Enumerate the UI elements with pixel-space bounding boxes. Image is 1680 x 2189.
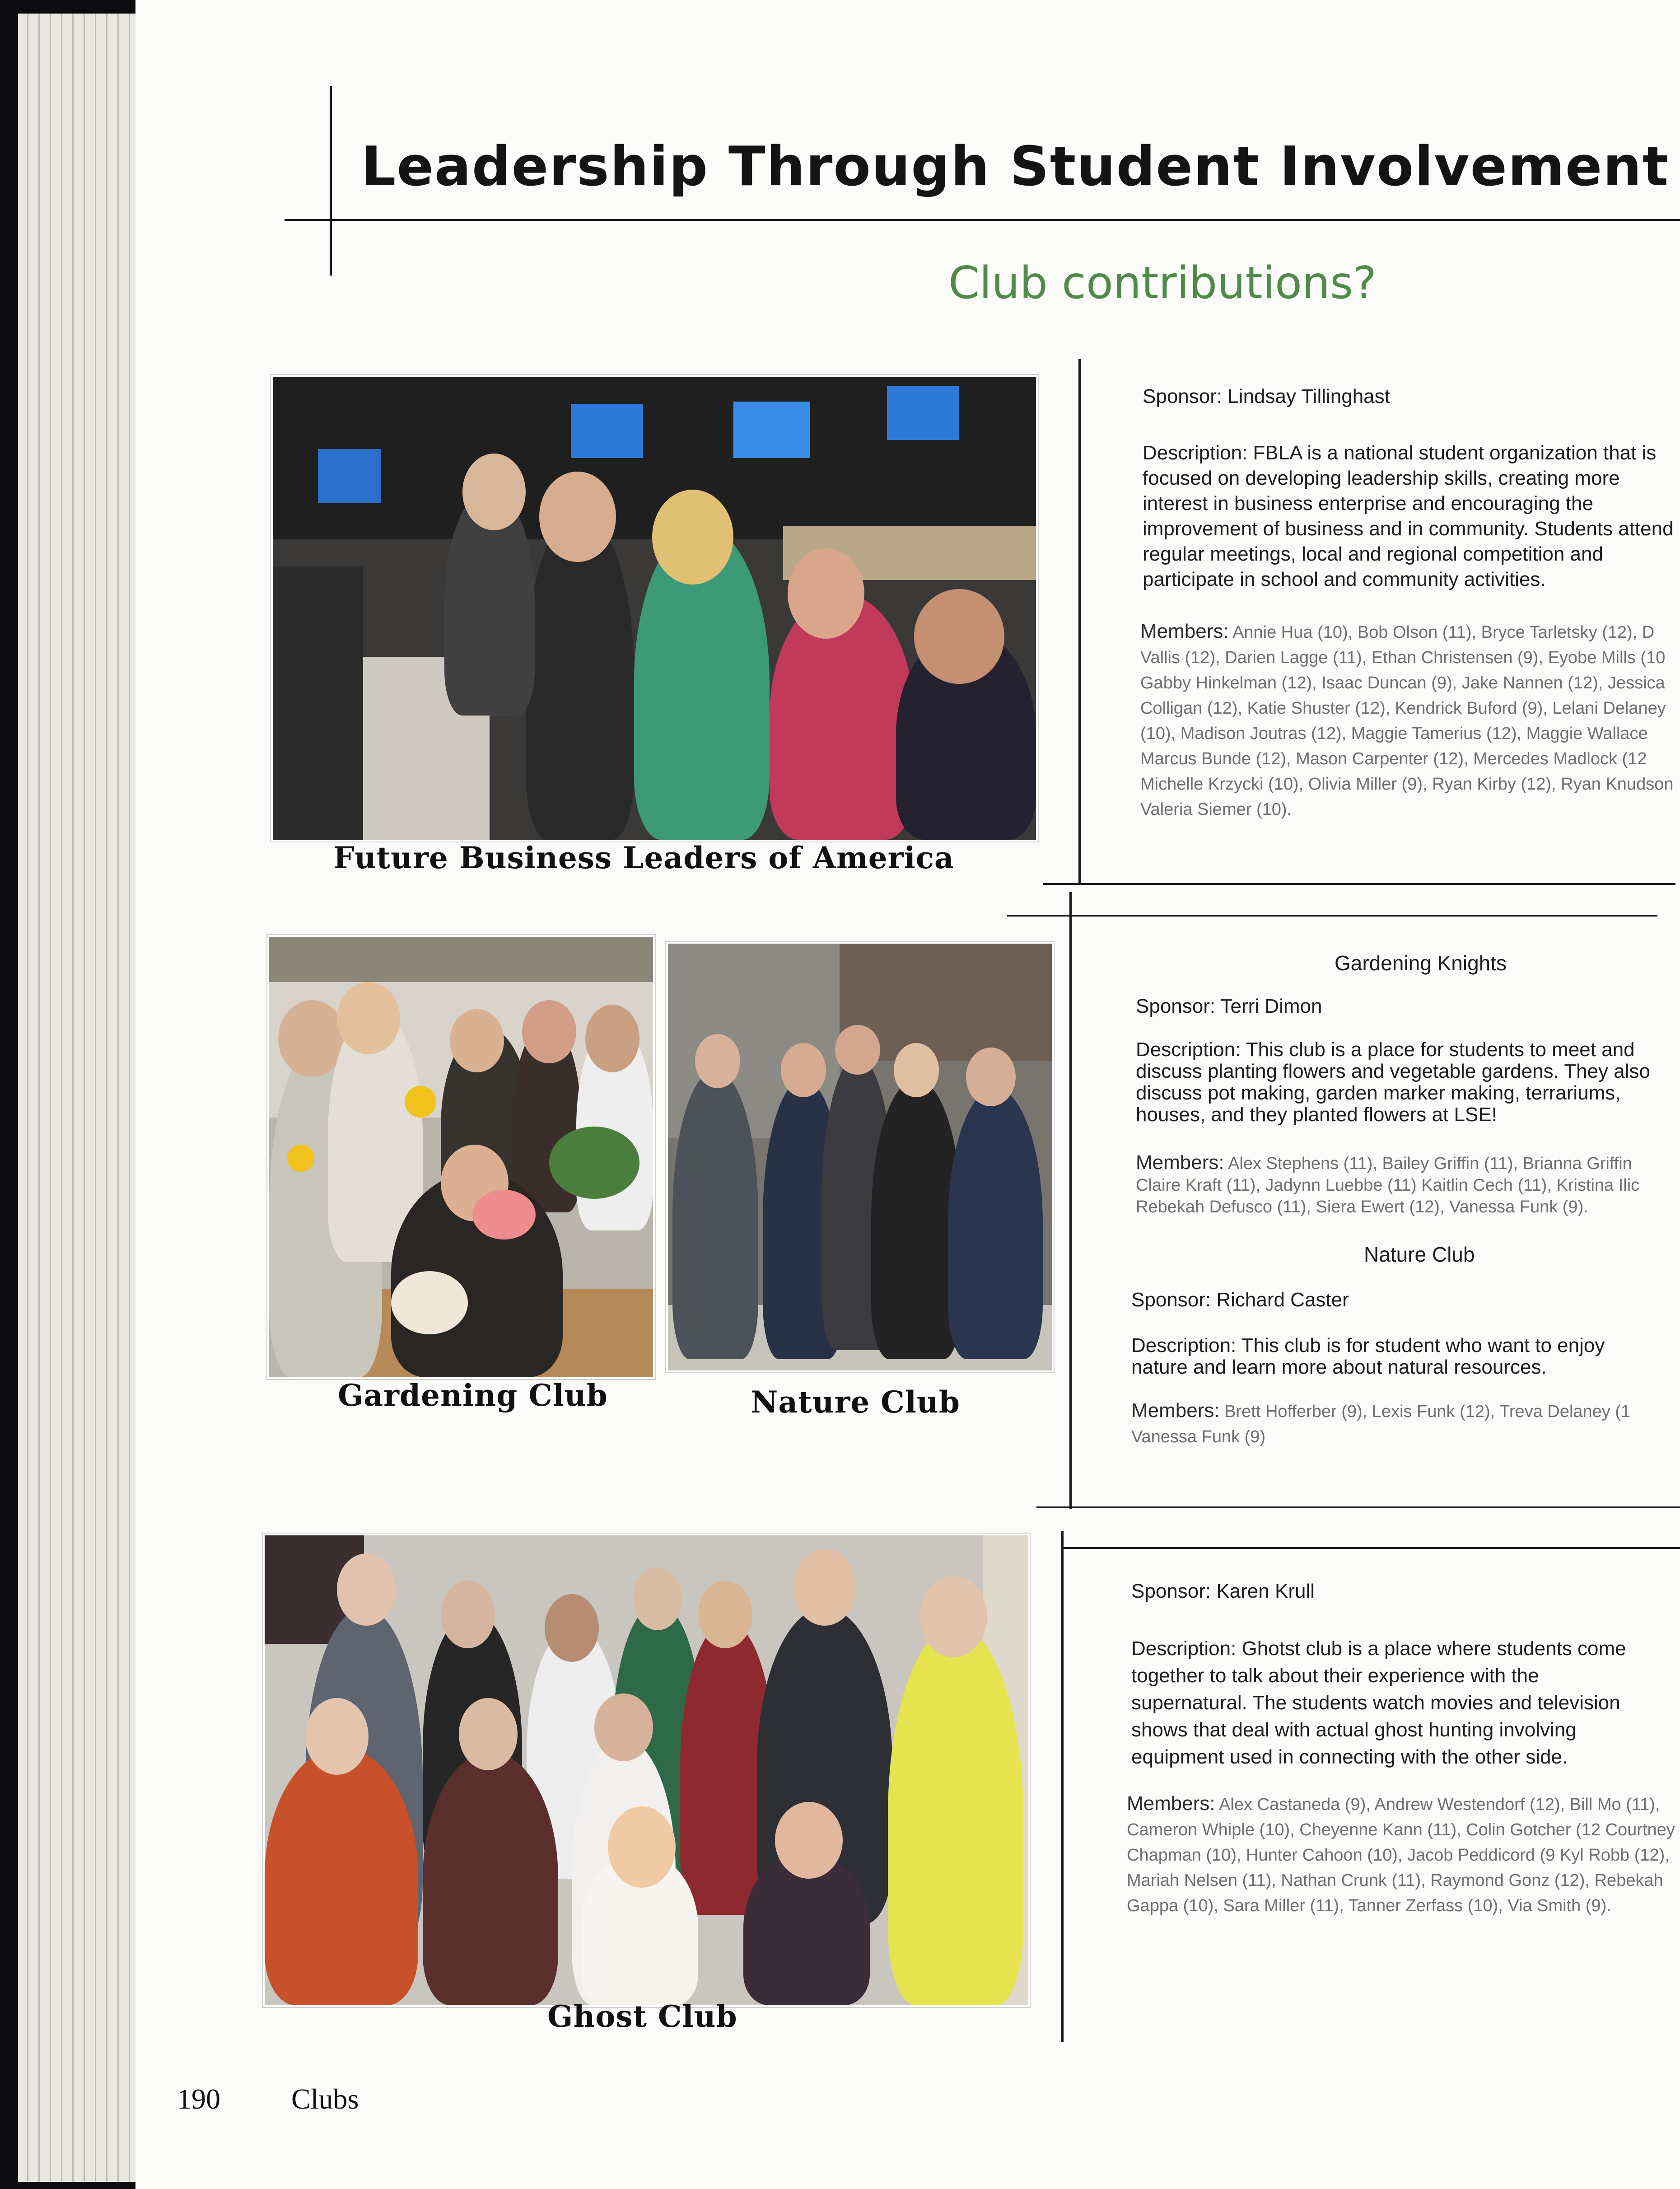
fbla-members-list: Annie Hua (10), Bob Olson (11), Bryce Tarletsky (12), D Vallis (12), Darien Lagge (11), Ethan Christensen (9), Eyobe Mills (10 Gabby Hinkelman (12), Isaac Duncan (9), Jake Nannen (12), Jessica Colligan (12), Katie Shuster (12), Kendrick Buford (9), Lelani Delaney (10), Madison Joutras (12), Maggie Tamerius (12), Maggie Wallace Marcus Bunde (12), Mason Carpenter (12), Mercedes Madlock (12 Michelle Krzycki (10), Olivia Miller (9), Ryan Kirby (12), Ryan Knudson Valeria Siemer (10). [1140,623,1674,819]
ghost-sponsor: Sponsor: Karen Krull [1131,1580,1315,1602]
nature-description: Description: This club is for student who want to enjoy nature and learn more about natural resources. [1131,1335,1605,1378]
gardening-club-photo [267,935,655,1379]
gardening-knights-heading: Gardening Knights [1335,951,1507,975]
divider-vertical-2 [1069,892,1072,1509]
ghost-description: Description: Ghotst club is a place where students come together to talk about their experience with the supernatural. The students watch movies and television shows that deal with actual ghost hunting involving equipment used in connecting with the other side. [1131,1637,1626,1768]
ghost-club-photo [263,1534,1030,2007]
divider-vertical-3 [1061,1531,1064,2042]
divider-horizontal-4 [1061,1547,1680,1549]
header-rule-vertical [330,86,332,276]
nature-members-label: Members: [1131,1399,1220,1422]
page-subtitle: Club contributions? [948,257,1377,309]
nature-members [1131,1398,1680,1452]
yearbook-page [135,0,1680,2189]
fbla-members-label: Members: [1140,620,1229,642]
ghost-members-label: Members: [1127,1792,1215,1815]
gardening-sponsor: Sponsor: Terri Dimon [1136,995,1322,1017]
divider-horizontal-3 [1036,1506,1680,1508]
gardening-description: Description: This club is a place for students to meet and discuss planting flowers and vegetable gardens. They also discuss pot making, garden marker making, terrariums, houses, and they planted flowers at LSE! [1136,1039,1650,1126]
nature-sponsor: Sponsor: Richard Caster [1131,1289,1349,1311]
page-title: Leadership Through Student Involvement [361,136,1670,198]
fbla-sponsor: Sponsor: Lindsay Tillinghast [1143,385,1390,407]
nature-members-list: Brett Hofferber (9), Lexis Funk (12), Treva Delaney (1 Vanessa Funk (9) [1131,1402,1631,1446]
ghost-members-list: Alex Castaneda (9), Andrew Westendorf (12), Bill Mo (11), Cameron Whiple (10), Cheyenne Kann (11), Colin Gotcher (12 Courtney Chapman (10), Hunter Cahoon (10), Jacob Peddicord (9 Kyl Robb (12), Mariah Nelsen (11), Nathan Crunk (11), Raymond Gonz (12), Rebekah Gappa (10), Sara Miller (11), Tanner Zerfass (10), Via Smith (9). [1127,1795,1675,1915]
gardening-club-caption: Gardening Club [338,1378,608,1413]
fbla-members [1140,619,1680,827]
gardening-members-label: Members: [1136,1152,1224,1174]
nature-club-heading: Nature Club [1364,1243,1475,1266]
ghost-members [1127,1791,1680,1963]
ghost-club-caption: Ghost Club [547,1999,737,2034]
page-number: 190 [177,2083,220,2115]
gardening-members [1136,1152,1680,1229]
divider-vertical-1 [1078,359,1081,883]
fbla-photo [271,375,1038,842]
page-stack-edges [18,14,154,2182]
fbla-caption: Future Business Leaders of America [333,840,954,875]
nature-club-caption: Nature Club [751,1384,961,1420]
gardening-members-list: Alex Stephens (11), Bailey Griffin (11), Brianna Griffin Claire Kraft (11), Jadynn Luebbe (11) Kaitlin Cech (11), Kristina Ilic Rebekah Defusco (11), Siera Ewert (12), Vanessa Funk (9). [1136,1154,1640,1216]
footer-section-name: Clubs [291,2083,359,2115]
nature-club-photo [666,942,1054,1372]
header-rule-horizontal [285,219,1680,221]
fbla-description: Description: FBLA is a national student organization that is focused on developing leadership skills, creating more interest in business enterprise and encouraging the improvement of business and in community. Students attend regular meetings, local and regional competition and participate in school and community activities. [1143,442,1674,590]
divider-horizontal-1 [1043,883,1675,885]
divider-horizontal-2 [1007,915,1657,917]
